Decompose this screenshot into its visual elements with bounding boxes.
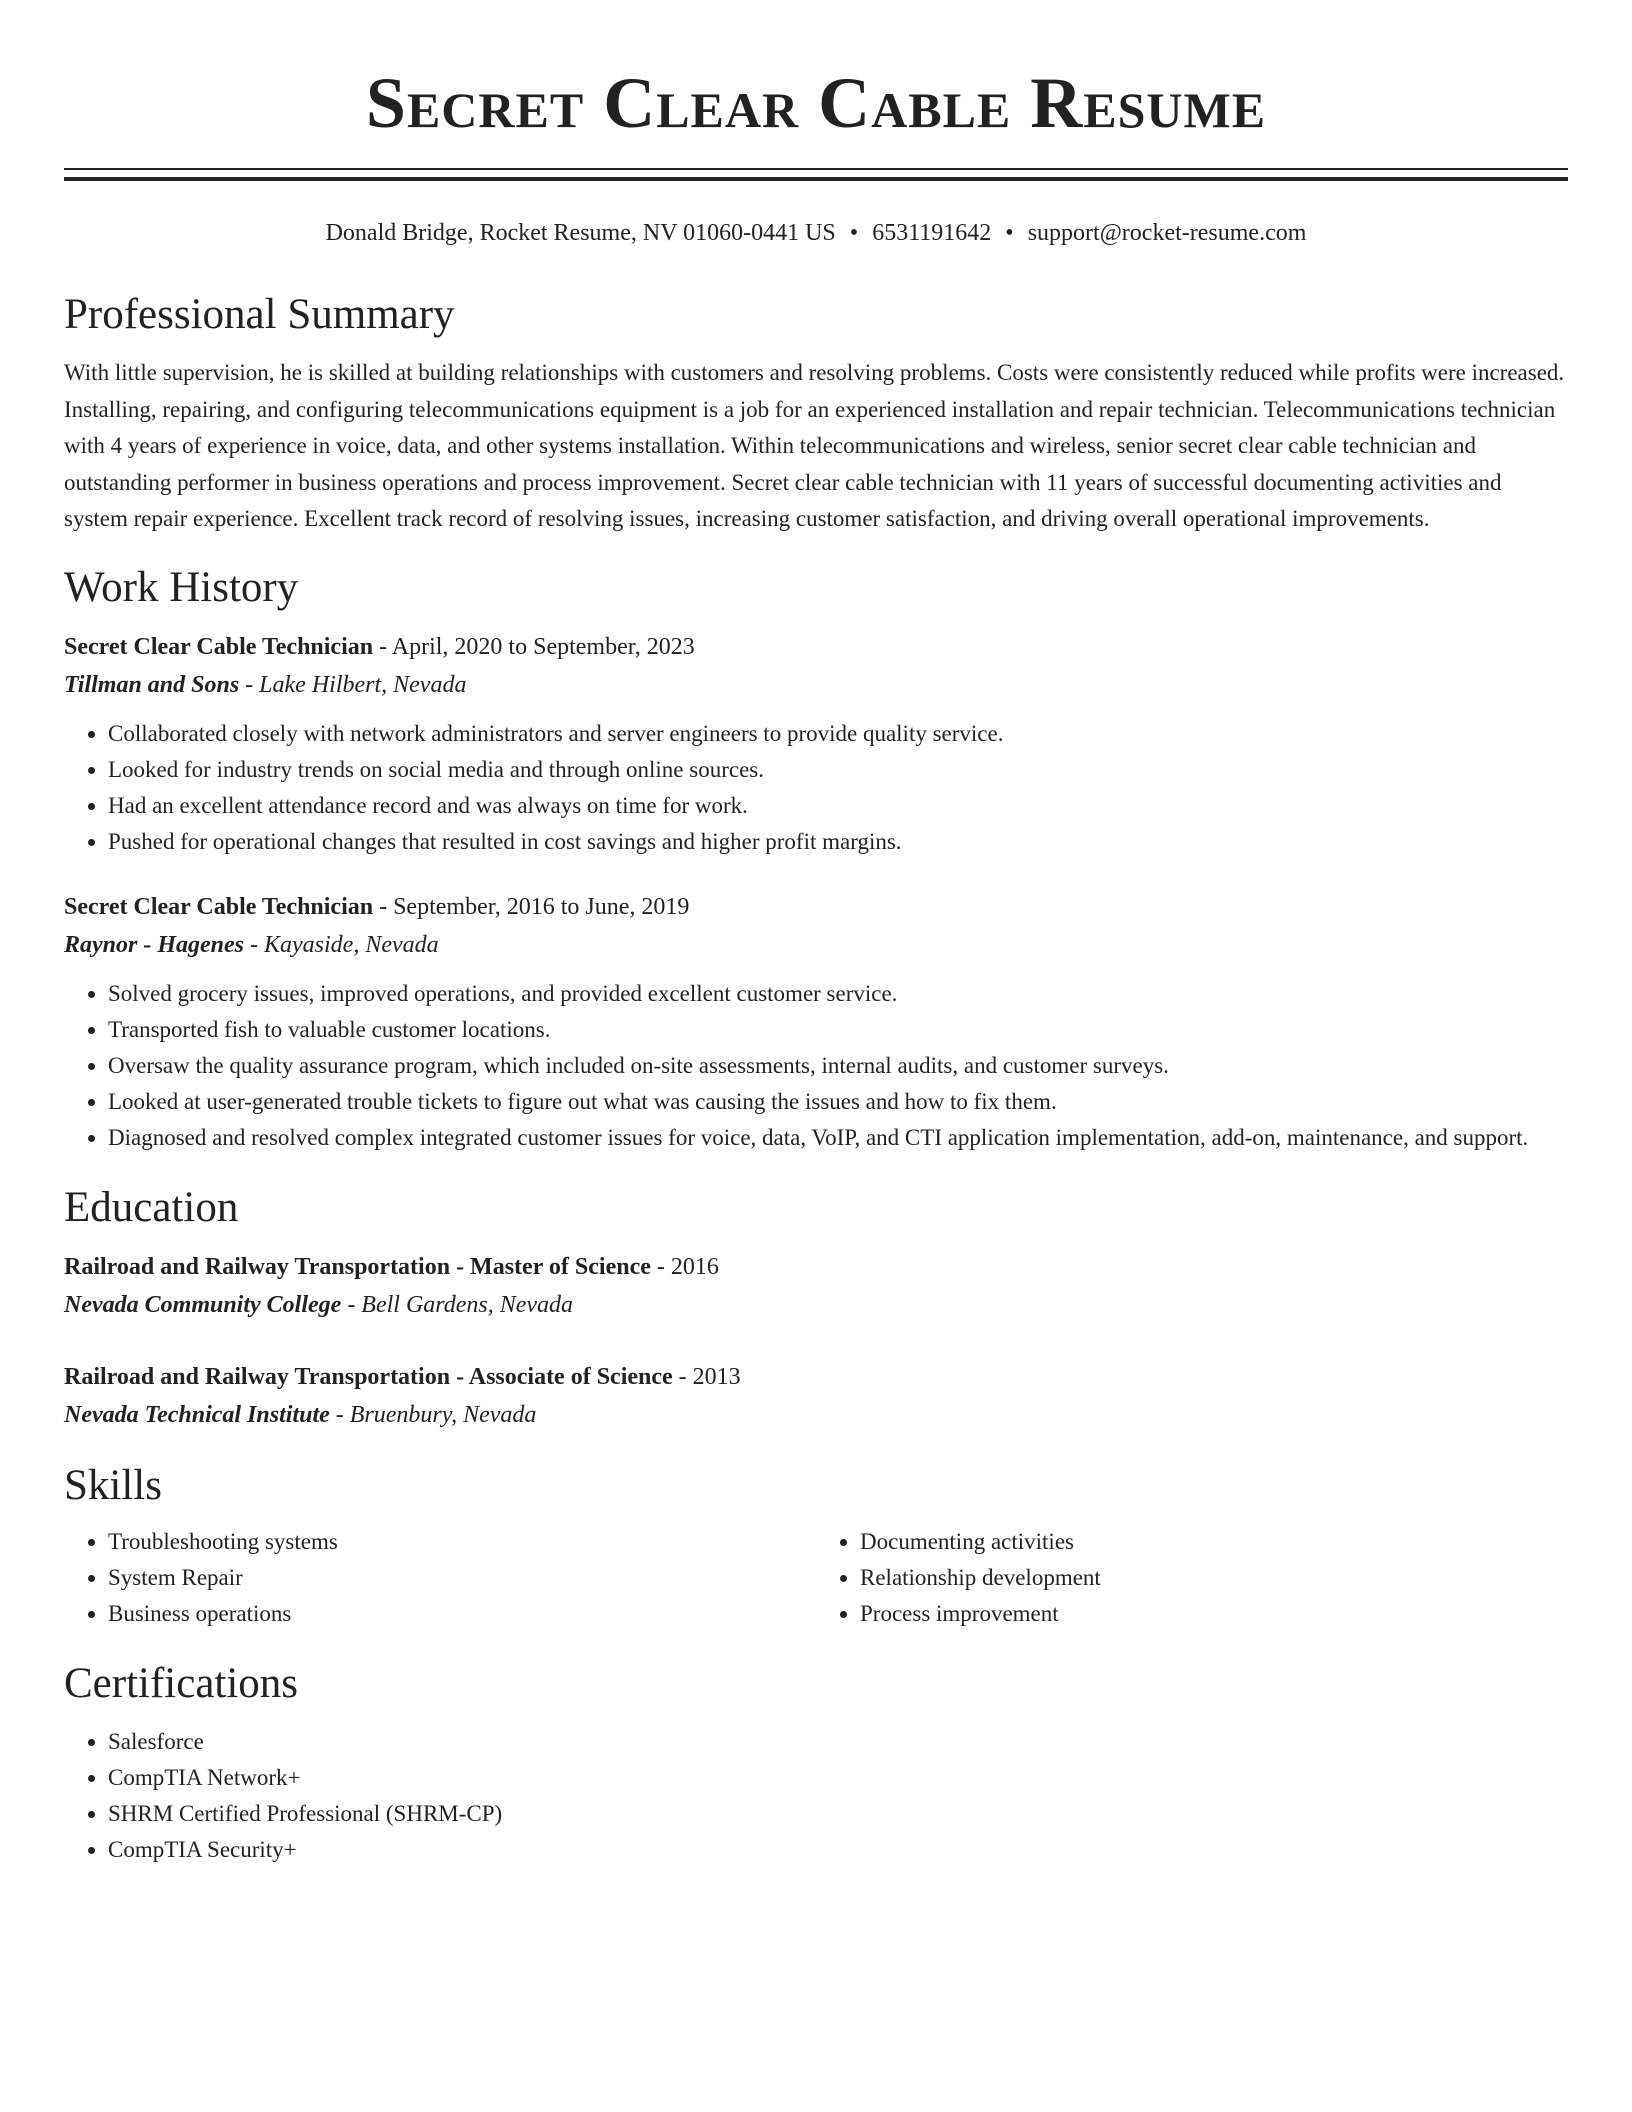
certification-item: • CompTIA Network+ [108,1760,1568,1796]
summary-heading: Professional Summary [64,291,455,338]
contact-line [64,217,1568,249]
skills-section [64,1460,1568,1632]
job-bullet: • Looked at user-generated trouble tickets to figure out what was causing the issues and how to fix them. [108,1084,1568,1120]
certifications-list [64,1724,1568,1868]
education-section [64,1182,1568,1434]
contact-separator: • [1005,220,1014,246]
education-entry [64,1248,1568,1324]
job-employer [64,926,1568,964]
certification-item: • CompTIA Security+ [108,1832,1568,1868]
skill-item: • Process improvement [860,1596,1568,1632]
summary-text: With little supervision, he is skilled at building relationships with customers and resolving problems. Costs were consistently reduced while profits were increased. Installing, repairing, and configuring telecommunications equipment is a job for an experienced installation and repair technician. Telecommunications technician with 4 years of experience in voice, data, and other systems installation. Within telecommunications and wireless, senior secret clear cable technician and outstanding performer in business operations and process improvement. Secret clear cable technician with 11 years of successful documenting activities and system repair experience. Excellent track record of resolving issues, increasing customer satisfaction, and driving overall operational improvements. [64,360,1565,531]
contact-separator: • [849,220,859,246]
job-dates: - April, 2020 to September, 2023 [373,633,695,660]
certifications-heading: Certifications [64,1659,299,1707]
job-bullet: • Collaborated closely with network administrators and server engineers to provide quality service. [108,716,1568,752]
job-title: Secret Clear Cable Technician [64,633,374,660]
title-rule-thick [64,177,1568,181]
contact-email: support@rocket-resume.com [1027,220,1307,246]
skill-item: • Relationship development [860,1560,1568,1596]
skills-list-right [816,1524,1568,1632]
certifications-section [64,1658,1568,1868]
contact-address: Donald Bridge, Rocket Resume, NV 01060-0441 US [325,220,836,246]
job-title: Secret Clear Cable Technician [64,893,374,920]
job-bullet: • Oversaw the quality assurance program, which included on-site assessments, internal audits, and customer surveys. [108,1048,1568,1084]
job-header [64,628,1568,666]
work-history-section [64,562,1568,1156]
job-entry [64,888,1568,1156]
education-degree: Railroad and Railway Transportation - Associate of Science [64,1363,673,1390]
education-year: - 2013 [672,1363,741,1390]
job-company: Tillman and Sons [64,671,240,698]
job-location: - Kayaside, Nevada [244,931,439,958]
skill-item: • Business operations [108,1596,816,1632]
job-bullets [64,716,1568,860]
contact-phone: 6531191642 [872,220,992,246]
job-location: - Lake Hilbert, Nevada [239,671,467,698]
job-company: Raynor - Hagenes [64,931,244,958]
job-bullet: • Solved grocery issues, improved operations, and provided excellent customer service. [108,976,1568,1012]
education-location: - Bruenbury, Nevada [329,1401,537,1428]
job-entry [64,628,1568,860]
summary-section [64,289,1568,538]
education-school-line [64,1396,1568,1434]
skill-item: • Documenting activities [860,1524,1568,1560]
education-school-line [64,1286,1568,1324]
job-employer [64,666,1568,704]
resume-title: Secret Clear Cable Resume [365,63,1267,143]
skills-list-left [64,1524,816,1632]
job-bullet: • Transported fish to valuable customer locations. [108,1012,1568,1048]
job-dates: - September, 2016 to June, 2019 [373,893,690,920]
job-header [64,888,1568,926]
skills-columns [64,1524,1568,1632]
education-heading: Education [64,1183,239,1231]
education-school: Nevada Technical Institute [64,1401,330,1428]
education-header [64,1248,1568,1286]
skill-item: • System Repair [108,1560,816,1596]
education-entry [64,1358,1568,1434]
education-school: Nevada Community College [64,1291,342,1318]
job-bullet: • Had an excellent attendance record and was always on time for work. [108,788,1568,824]
title-rule-thin [64,168,1568,170]
skills-heading: Skills [64,1461,162,1509]
job-bullets [64,976,1568,1156]
skill-item: • Troubleshooting systems [108,1524,816,1560]
job-bullet: • Diagnosed and resolved complex integrated customer issues for voice, data, VoIP, and CTI application implementation, add-on, maintenance, and support. [108,1120,1568,1156]
certification-item: • SHRM Certified Professional (SHRM-CP) [108,1796,1568,1832]
education-year: - 2016 [650,1253,719,1280]
job-bullet: • Looked for industry trends on social media and through online sources. [108,752,1568,788]
education-degree: Railroad and Railway Transportation - Master of Science [64,1253,651,1280]
education-location: - Bell Gardens, Nevada [341,1291,574,1318]
certification-item: • Salesforce [108,1724,1568,1760]
work-history-heading: Work History [64,563,299,611]
job-bullet: • Pushed for operational changes that resulted in cost savings and higher profit margins. [108,824,1568,860]
education-header [64,1358,1568,1396]
